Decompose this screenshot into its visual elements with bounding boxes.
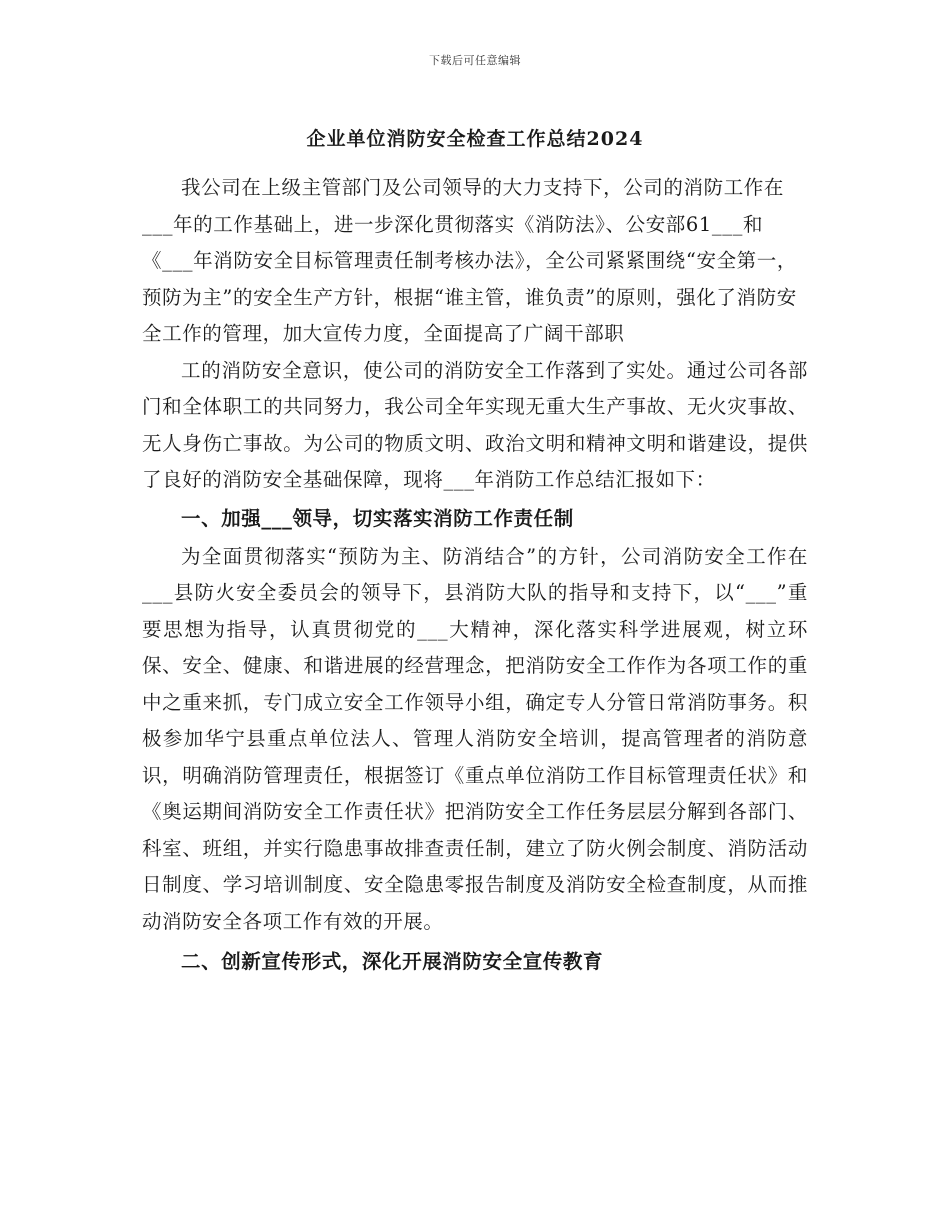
section-heading-2: 二、创新宣传形式，深化开展消防安全宣传教育 (181, 950, 604, 973)
section-heading-1: 一、加强___领导，切实落实消防工作责任制 (181, 506, 574, 530)
page-header-note: 下载后可任意编辑 (429, 54, 521, 67)
paragraph-section-1: 为全面贯彻落实“预防为主、防消结合”的方针，公司消防安全工作在___县防火安全委员会的领导下，县消防大队的指导和支持下，以“___”重要思想为指导，认真贯彻党的___大精神，深化落实科学进展观，树立环保、安全、健康、和谐进展的经营理念，把消防安全工作作为各项工作的重中之重来抓，专门成立安全工作领导小组，确定专人分管日常消防事务。积极参加华宁县重点单位法人、管理人消防安全培训，提高管理者的消防意识，明确消防管理责任，根据签订《重点单位消防工作目标管理责任状》和《奥运期间消防安全工作责任状》把消防安全工作任务层层分解到各部门、科室、班组，并实行隐患事故排查责任制，建立了防火例会制度、消防活动日制度、学习培训制度、安全隐患零报告制度及消防安全检查制度，从而推动消防安全各项工作有效的开展。 (142, 544, 808, 933)
paragraph-intro: 我公司在上级主管部门及公司领导的大力支持下，公司的消防工作在___年的工作基础上，进一步深化贯彻落实《消防法》、公安部61___和《___年消防安全目标管理责任制考核办法》，全公司紧紧围绕“安全第一，预防为主”的安全生产方针，根据“谁主管，谁负责”的原则，强化了消防安全工作的管理，加大宣传力度，全面提高了广阔干部职 (142, 176, 797, 345)
paragraph-summary: 工的消防安全意识，使公司的消防安全工作落到了实处。通过公司各部门和全体职工的共同努力，我公司全年实现无重大生产事故、无火灾事故、无人身伤亡事故。为公司的物质文明、政治文明和精神文明和谐建设，提供了良好的消防安全基础保障，现将___年消防工作总结汇报如下： (142, 358, 808, 491)
document-title: 企业单位消防安全检查工作总结2024 (306, 128, 644, 150)
document-body (142, 170, 808, 982)
